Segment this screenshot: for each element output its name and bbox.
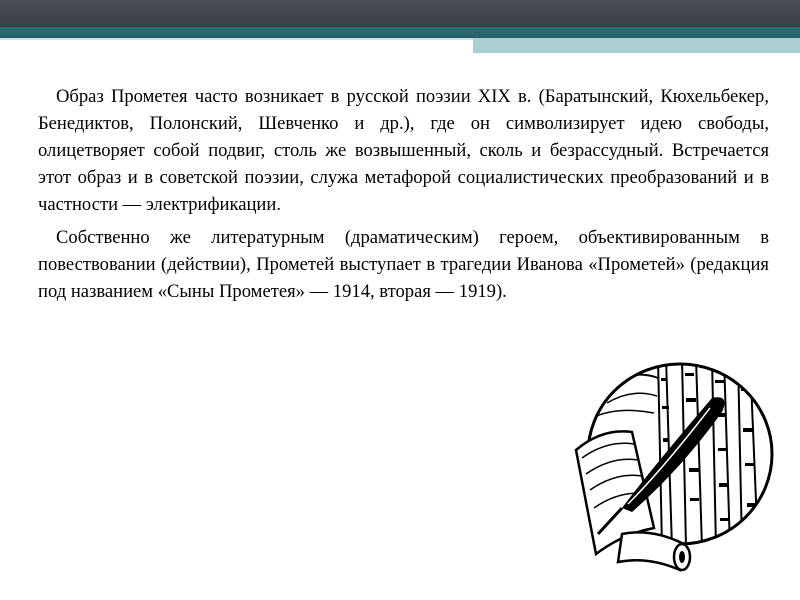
quill-and-scroll-icon <box>562 358 776 582</box>
paragraph-2: Собственно же литературным (драматическим) героем, объективированным в повествовании (действии), Прометей выступает в трагедии Иванова «Прометей» (редакция под названием «Сыны Прометея» — 1914, вторая — 1919). <box>38 227 769 302</box>
slide-body <box>38 83 769 311</box>
paragraph-1: Образ Прометея часто возникает в русской поэзии XIX в. (Баратынский, Кюхельбекер, Бенедиктов, Полонский, Шевченко и др.), где он символизирует идею свободы, олицетворяет собой подвиг, столь же возвышенный, сколь и безрассудный. Встречается этот образ и в советской поэзии, служа метафорой социалистических преобразований и в частности — электрификации. <box>38 86 769 215</box>
header-teal-strip <box>0 27 800 38</box>
header-light-strip <box>473 38 800 53</box>
header-top-bar <box>0 0 800 27</box>
header-thin-line <box>0 38 473 40</box>
